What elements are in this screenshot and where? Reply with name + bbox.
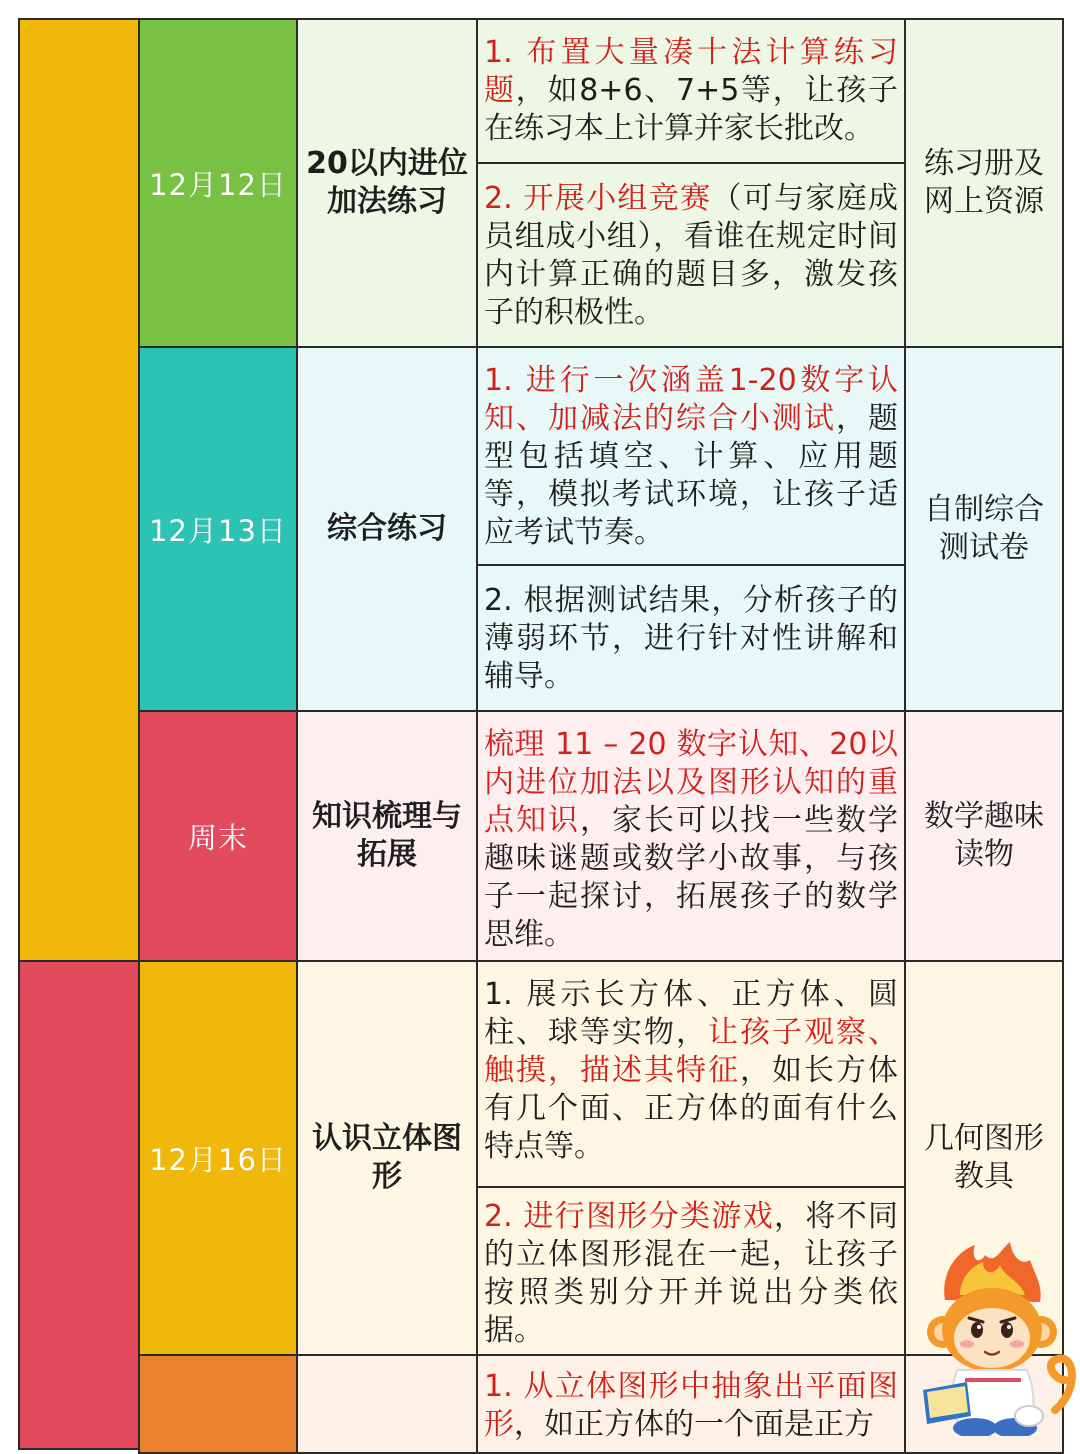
task-emphasis: 让孩子观察、触摸，描述其特征 [484, 1015, 898, 1088]
resource-label: 数学趣味读物 [924, 799, 1044, 872]
task-text: ，题型包括填空、计算、应用题等，模拟考试环境，让孩子适应考试节奏。 [484, 401, 898, 550]
task-cell-next-1 [476, 1354, 906, 1454]
resource-cell-1213 [904, 346, 1064, 712]
topic-cell-next [296, 1354, 478, 1454]
task-text: ，如长方体有几个面、正方体的面有什么特点等。 [484, 1053, 898, 1164]
task-text: 2. 根据测试结果，分析孩子的薄弱环节，进行针对性讲解和辅导。 [484, 583, 898, 694]
task-emphasis: 2. 进行图形分类游戏 [484, 1199, 775, 1234]
task-text-pre: 1. 展示长方体、正方体、圆柱、球等实物， [484, 977, 898, 1050]
task-cell-1212-2 [476, 162, 906, 348]
task-text: ，将不同的立体图形混在一起，让孩子按照类别分开并说出分类依据。 [484, 1199, 898, 1348]
resource-label: 练习册及网上资源 [924, 146, 1044, 219]
task-cell-1216-1 [476, 960, 906, 1188]
topic-label: 20以内进位加法练习 [306, 146, 468, 219]
task-cell-1212-1 [476, 18, 906, 164]
task-text: ，如正方体的一个面是正方 [514, 1407, 874, 1442]
task-emphasis: 1. 从立体图形中抽象出平面图形 [484, 1369, 898, 1442]
topic-label: 综合练习 [327, 511, 447, 546]
topic-cell-solid-shapes [296, 960, 478, 1356]
task-cell-1213-2 [476, 564, 906, 712]
task-text: ，如8+6、7+5等，让孩子在练习本上计算并家长批改。 [484, 73, 899, 146]
date-cell-next [138, 1354, 298, 1454]
topic-cell-carry-addition [296, 18, 478, 348]
resource-cell-1212 [904, 18, 1064, 348]
week-column-1 [18, 18, 140, 962]
task-cell-1216-2 [476, 1186, 906, 1356]
week-column-2 [18, 960, 140, 1450]
date-cell-1212 [138, 18, 298, 348]
date-label: 12月13日 [149, 513, 287, 548]
topic-label: 知识梳理与拓展 [312, 799, 462, 872]
task-emphasis: 梳理 11 – 20 数字认知、20以内进位加法以及图形认知的重点知识 [484, 727, 898, 838]
task-cell-1213-1 [476, 346, 906, 566]
date-label: 周末 [187, 820, 248, 855]
date-label: 12月12日 [149, 167, 287, 202]
task-text: ，家长可以找一些数学趣味谜题或数学小故事，与孩子一起探讨，拓展孩子的数学思维。 [484, 803, 898, 952]
resource-label: 自制综合测试卷 [924, 492, 1044, 565]
monkey-mascot-icon [905, 1240, 1077, 1436]
topic-label: 认识立体图形 [312, 1121, 462, 1194]
date-label: 12月16日 [149, 1142, 287, 1177]
task-emphasis: 1. 布置大量凑十法计算练习题 [484, 35, 898, 108]
date-cell-1213 [138, 346, 298, 712]
topic-cell-review [296, 710, 478, 962]
task-emphasis: 2. 开展小组竞赛 [484, 181, 712, 216]
topic-cell-comprehensive [296, 346, 478, 712]
date-cell-weekend [138, 710, 298, 962]
date-cell-1216 [138, 960, 298, 1356]
resource-cell-weekend [904, 710, 1064, 962]
resource-label: 几何图形教具 [924, 1121, 1044, 1194]
task-cell-weekend [476, 710, 906, 962]
task-text: （可与家庭成员组成小组），看谁在规定时间内计算正确的题目多，激发孩子的积极性。 [484, 181, 899, 330]
task-emphasis: 1. 进行一次涵盖1-20数字认知、加减法的综合小测试 [484, 363, 898, 436]
